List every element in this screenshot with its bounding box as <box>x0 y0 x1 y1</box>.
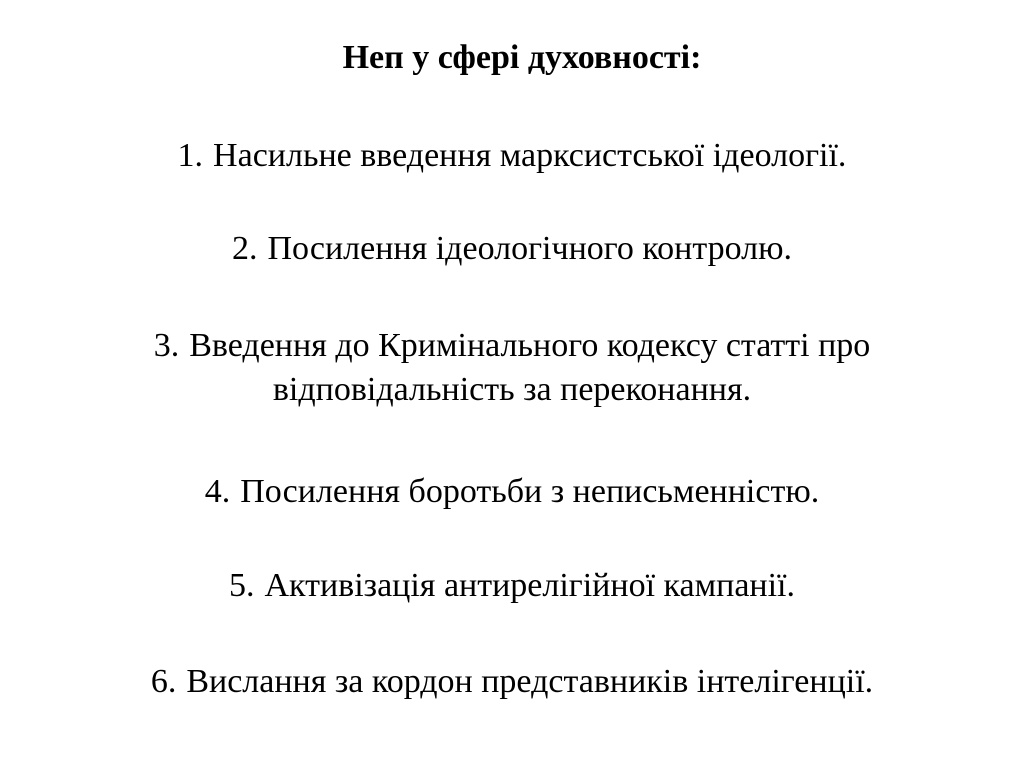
item-text: Введення до Кримінального кодексу статті про <box>189 327 871 364</box>
item-text: Посилення ідеологічного контролю. <box>267 230 793 267</box>
item-number: 1. <box>177 137 204 174</box>
list-item <box>0 324 1024 412</box>
item-number: 5. <box>228 567 255 604</box>
list-item <box>0 660 1024 704</box>
list-item <box>0 134 1024 178</box>
item-number: 6. <box>150 663 177 700</box>
item-text: Активізація антирелігійної кампанії. <box>264 567 796 604</box>
list-item <box>0 564 1024 608</box>
item-text: Насильне введення марксистської ідеології. <box>213 137 847 174</box>
item-number: 3. <box>153 327 180 364</box>
slide-title: Неп у сфері духовності: <box>342 39 702 76</box>
item-text: Посилення боротьби з неписьменністю. <box>240 473 820 510</box>
item-text: Вислання за кордон представників інтелігенції. <box>186 663 874 700</box>
list-item <box>0 470 1024 514</box>
item-text-continuation: відповідальність за переконання. <box>272 371 752 408</box>
list-item <box>0 227 1024 271</box>
item-number: 2. <box>231 230 258 267</box>
item-number: 4. <box>204 473 231 510</box>
